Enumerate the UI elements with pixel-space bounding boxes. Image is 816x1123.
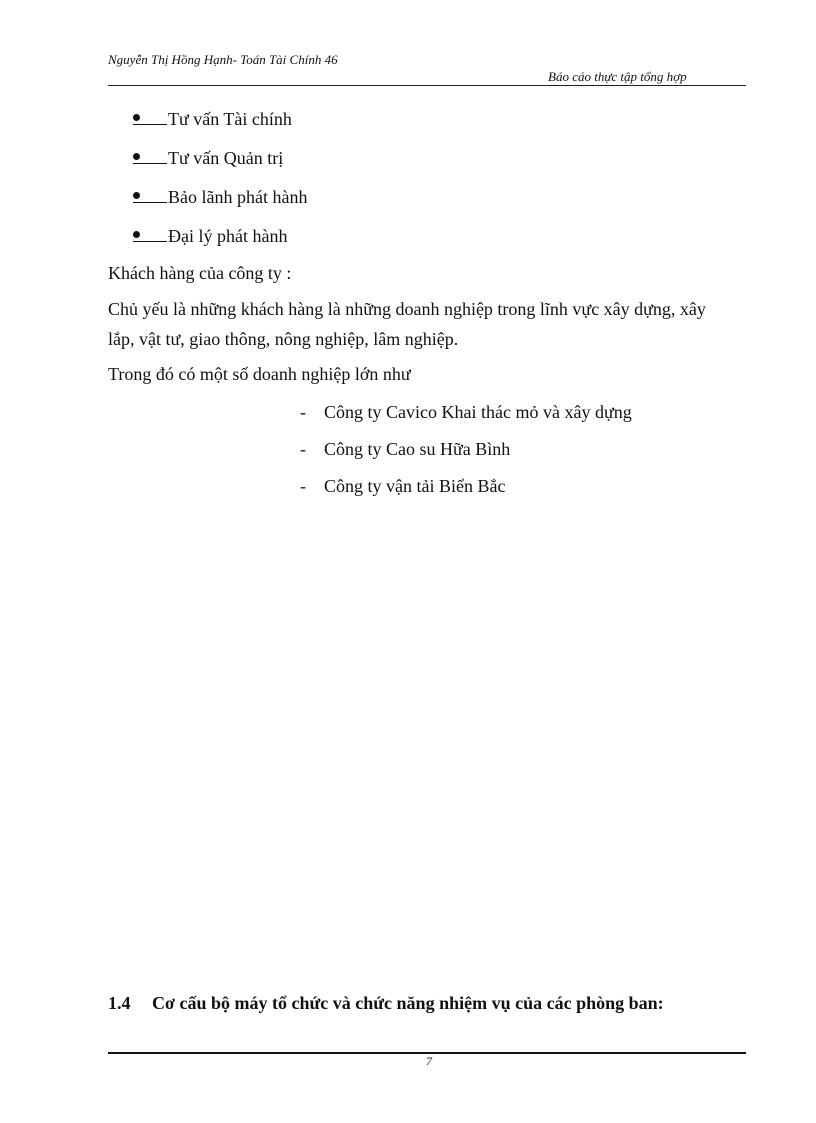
section-number: 1.4: [108, 993, 131, 1013]
bullet-icon: [133, 110, 167, 125]
service-label: Tư vấn Quản trị: [168, 148, 284, 168]
clients-description: Chủ yếu là những khách hàng là những doanh nghiệp trong lĩnh vực xây dựng, xây lắp, vật tư, giao thông, nông nghiệp, lâm nghiệp.: [108, 299, 706, 349]
major-client-name: Công ty Cao su Hữa Bình: [324, 439, 511, 459]
header-divider: [108, 85, 746, 86]
service-label: Bảo lãnh phát hành: [168, 187, 308, 207]
dash-icon: -: [300, 476, 306, 496]
section-heading: [108, 993, 664, 1014]
major-client-name: Công ty vận tải Biển Bắc: [324, 476, 506, 496]
header-author: Nguyễn Thị Hồng Hạnh- Toán Tài Chính 46: [108, 52, 338, 67]
page-number: 7: [426, 1054, 432, 1068]
clients-heading: Khách hàng của công ty :: [108, 263, 292, 283]
bullet-icon: [133, 188, 167, 203]
header-report-title: Báo cáo thực tập tổng hợp: [548, 69, 687, 84]
service-label: Đại lý phát hành: [168, 226, 288, 246]
dash-icon: -: [300, 439, 306, 459]
major-clients-intro: Trong đó có một số doanh nghiệp lớn như: [108, 364, 411, 384]
section-title: Cơ cấu bộ máy tổ chức và chức năng nhiệm vụ của các phòng ban:: [152, 993, 664, 1013]
service-item: [133, 187, 307, 208]
service-label: Tư vấn Tài chính: [168, 109, 292, 129]
dash-icon: -: [300, 402, 306, 422]
service-item: [133, 109, 292, 130]
major-client-name: Công ty Cavico Khai thác mỏ và xây dựng: [324, 402, 632, 422]
service-item: [133, 226, 287, 247]
bullet-icon: [133, 227, 167, 242]
service-item: [133, 148, 283, 169]
bullet-icon: [133, 149, 167, 164]
